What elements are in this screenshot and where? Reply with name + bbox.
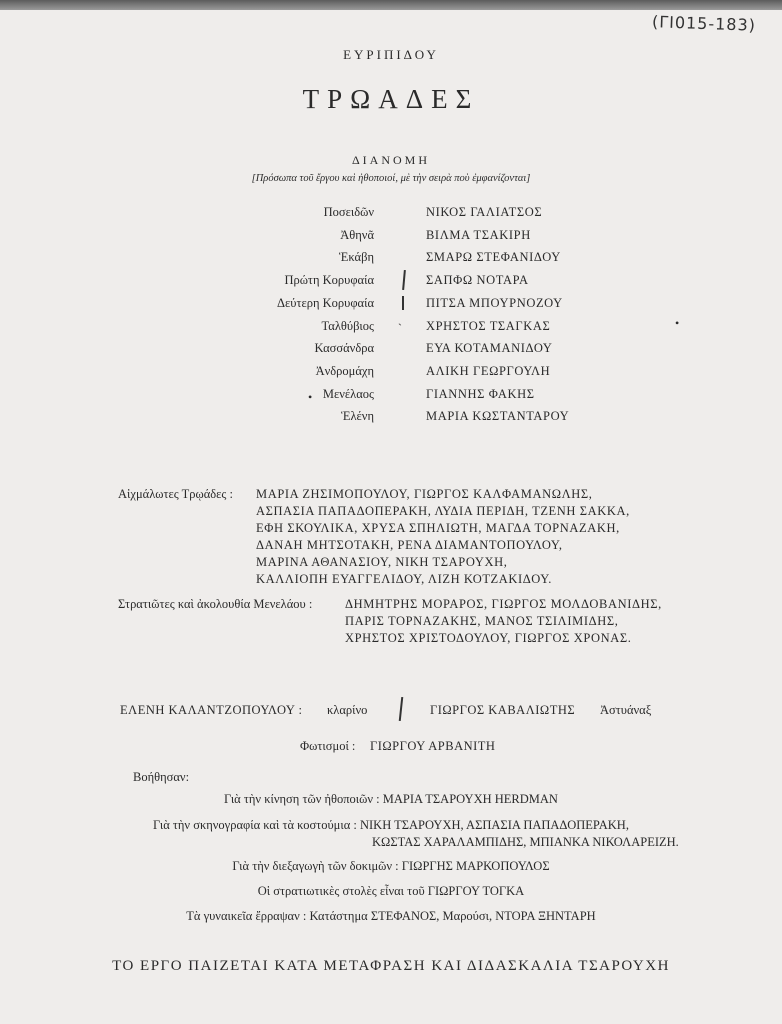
credit-rehearsals: Γιὰ τὴν διεξαγωγὴ τῶν δοκιμῶν : ΓΙΩΡΓΗΣ ΜΑΡΚΟΠΟΥΛΟΣ bbox=[232, 859, 550, 873]
distribution-note: [Πρόσωπα τοῦ ἔργου καὶ ἠθοποιοί, μὲ τὴν σειρὰ ποὺ ἐμφανίζονται] bbox=[251, 173, 531, 184]
cast-actor: ΣΜΑΡΩ ΣΤΕΦΑΝΙΔΟΥ bbox=[426, 250, 561, 264]
ink-mark: • bbox=[675, 316, 680, 330]
cast-role: Μενέλαος bbox=[322, 387, 374, 401]
credit-movement: Γιὰ τὴν κίνηση τῶν ἠθοποιῶν : ΜΑΡΙΑ ΤΣΑΡΟΥΧΗ HERDMAN bbox=[224, 792, 558, 806]
play-title: ΤΡΩΑΔΕΣ bbox=[302, 84, 480, 114]
cast-actor: ΓΙΑΝΝΗΣ ΦΑΚΗΣ bbox=[426, 387, 535, 401]
translation-credit: ΤΟ ΕΡΓΟ ΠΑΙΖΕΤΑΙ ΚΑΤΑ ΜΕΤΑΦΡΑΣΗ ΚΑΙ ΔΙΔΑΣΚΑΛΙΑ ΤΣΑΡΟΥΧΗ bbox=[112, 958, 670, 974]
lighting-name: ΓΙΩΡΓΟΥ ΑΡΒΑΝΙΤΗ bbox=[370, 739, 496, 753]
captives-line: ΚΑΛΛΙΟΠΗ ΕΥΑΓΓΕΛΙΔΟΥ, ΛΙΖΗ ΚΟΤΖΑΚΙΔΟΥ. bbox=[256, 572, 553, 586]
scan-top-edge bbox=[0, 0, 782, 10]
music-performer: ΕΛΕΝΗ ΚΑΛΑΝΤΖΟΠΟΥΛΟΥ : bbox=[120, 703, 303, 717]
captives-line: ΑΣΠΑΣΙΑ ΠΑΠΑΔΟΠΕΡΑΚΗ, ΛΥΔΙΑ ΠΕΡΙΔΗ, ΤΖΕΝΗ ΣΑΚΚΑ, bbox=[256, 504, 630, 518]
handwritten-bracket bbox=[402, 270, 406, 290]
soldiers-line: ΧΡΗΣΤΟΣ ΧΡΙΣΤΟΔΟΥΛΟΥ, ΓΙΩΡΓΟΣ ΧΡΟΝΑΣ. bbox=[345, 631, 632, 645]
handwritten-bracket bbox=[402, 296, 404, 310]
cast-actor: ΧΡΗΣΤΟΣ ΤΣΑΓΚΑΣ bbox=[426, 319, 551, 333]
cast-role: Κασσάνδρα bbox=[314, 341, 374, 355]
cast-actor: ΑΛΙΚΗ ΓΕΩΡΓΟΥΛΗ bbox=[426, 364, 551, 378]
cast-actor: ΕΥΑ ΚΟΤΑΜΑΝΙΔΟΥ bbox=[426, 341, 553, 355]
distribution-heading: ΔΙΑΝΟΜΗ bbox=[351, 153, 431, 167]
cast-actor: ΒΙΛΜΑ ΤΣΑΚΙΡΗ bbox=[426, 228, 531, 242]
cast-role: Ποσειδῶν bbox=[323, 205, 374, 219]
cast-role: Ἑκάβη bbox=[339, 250, 374, 264]
cast-role: Ἀθηνᾶ bbox=[340, 228, 374, 242]
cast-role: Ταλθύβιος bbox=[321, 319, 374, 333]
cast-role: Πρώτη Κορυφαία bbox=[284, 273, 374, 287]
credit-uniforms: Οἱ στρατιωτικὲς στολὲς εἶναι τοῦ ΓΙΩΡΓΟΥ ΤΟΓΚΑ bbox=[257, 884, 525, 898]
handwritten-bracket bbox=[399, 697, 403, 721]
soldiers-line: ΠΑΡΙΣ ΤΟΡΝΑΖΑΚΗΣ, ΜΑΝΟΣ ΤΣΙΛΙΜΙΔΗΣ, bbox=[345, 614, 619, 628]
ink-mark: ˏ bbox=[398, 312, 402, 326]
credit-sets-continued: ΚΩΣΤΑΣ ΧΑΡΑΛΑΜΠΙΔΗΣ, ΜΠΙΑΝΚΑ ΝΙΚΟΛΑΡΕΙΖΗ. bbox=[372, 835, 679, 849]
soldiers-line: ΔΗΜΗΤΡΗΣ ΜΟΡΑΡΟΣ, ΓΙΩΡΓΟΣ ΜΟΛΔΟΒΑΝΙΔΗΣ, bbox=[345, 597, 662, 611]
music-instrument: κλαρίνο bbox=[327, 703, 368, 717]
captives-line: ΜΑΡΙΑ ΖΗΣΙΜΟΠΟΥΛΟΥ, ΓΙΩΡΓΟΣ ΚΑΛΦΑΜΑΝΩΛΗΣ, bbox=[256, 487, 593, 501]
credit-women-costumes: Τὰ γυναικεῖα ἔρραψαν : Κατάστημα ΣΤΕΦΑΝΟΣ, Μαρούσι, ΝΤΟΡΑ ΞΗΝΤΑΡΗ bbox=[186, 909, 596, 923]
captives-line: ΔΑΝΑΗ ΜΗΤΣΟΤΑΚΗ, ΡΕΝΑ ΔΙΑΜΑΝΤΟΠΟΥΛΟΥ, bbox=[256, 538, 563, 552]
credit-sets: Γιὰ τὴν σκηνογραφία καὶ τὰ κοστούμια : ΝΙΚΗ ΤΣΑΡΟΥΧΗ, ΑΣΠΑΣΙΑ ΠΑΠΑΔΟΠΕΡΑΚΗ, bbox=[153, 818, 629, 832]
soldiers-label: Στρατιῶτες καὶ ἀκολουθία Μενελάου : bbox=[118, 597, 313, 611]
astyanax-role: Ἀστυάναξ bbox=[600, 703, 652, 717]
archive-code: (ΓΙ015-183) bbox=[651, 12, 757, 35]
cast-actor: ΜΑΡΙΑ ΚΩΣΤΑΝΤΑΡΟΥ bbox=[426, 409, 570, 423]
cast-role: Ἀνδρομάχη bbox=[315, 364, 374, 378]
captives-line: ΕΦΗ ΣΚΟΥΛΙΚΑ, ΧΡΥΣΑ ΣΠΗΛΙΩΤΗ, ΜΑΓΔΑ ΤΟΡΝΑΖΑΚΗ, bbox=[256, 521, 620, 535]
cast-actor: ΠΙΤΣΑ ΜΠΟΥΡΝΟΖΟΥ bbox=[426, 296, 563, 310]
astyanax-actor: ΓΙΩΡΓΟΣ ΚΑΒΑΛΙΩΤΗΣ bbox=[430, 703, 576, 717]
captives-line: ΜΑΡΙΝΑ ΑΘΑΝΑΣΙΟΥ, ΝΙΚΗ ΤΣΑΡΟΥΧΗ, bbox=[256, 555, 508, 569]
lighting-label: Φωτισμοί : bbox=[300, 739, 356, 753]
cast-role: Δεύτερη Κορυφαία bbox=[276, 296, 374, 310]
captives-label: Αἰχμάλωτες Τρῳάδες : bbox=[118, 487, 233, 501]
cast-role: Ἑλένη bbox=[341, 409, 374, 423]
cast-actor: ΣΑΠΦΩ ΝΟΤΑΡΑ bbox=[426, 273, 529, 287]
cast-actor: ΝΙΚΟΣ ΓΑΛΙΑΤΣΟΣ bbox=[426, 205, 543, 219]
helpers-heading: Βοήθησαν: bbox=[133, 770, 190, 784]
author-heading: ΕΥΡΙΠΙΔΟΥ bbox=[343, 47, 439, 62]
ink-mark: • bbox=[308, 390, 313, 404]
